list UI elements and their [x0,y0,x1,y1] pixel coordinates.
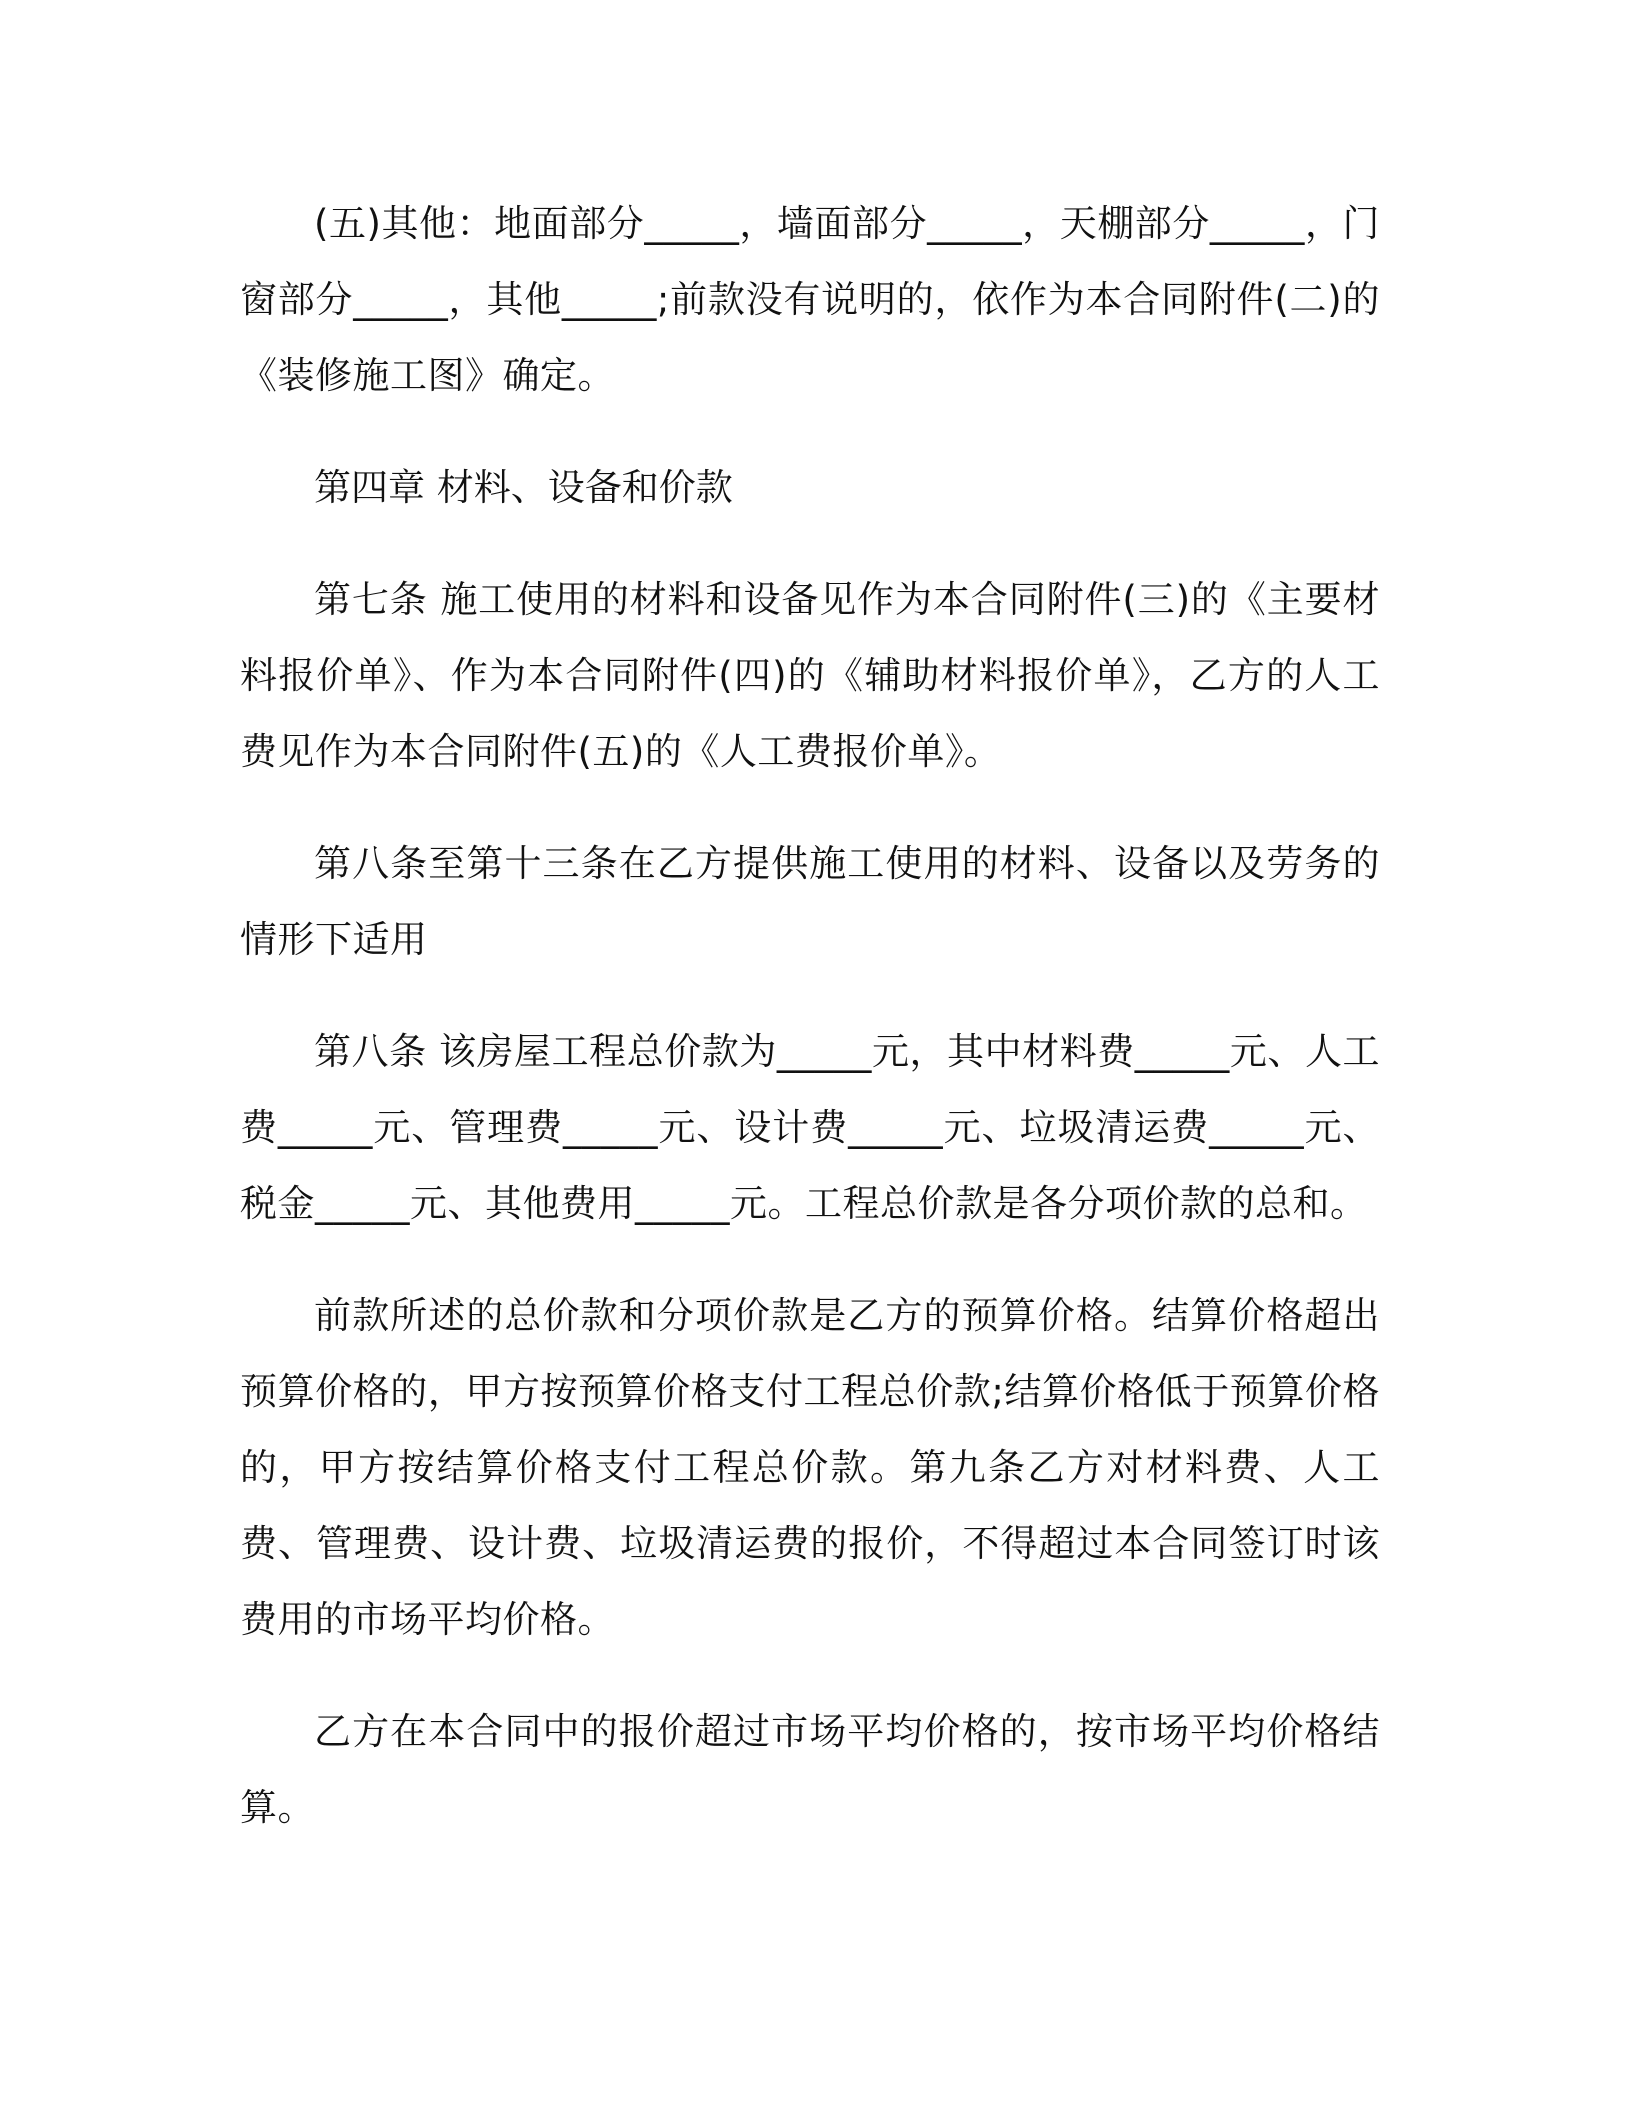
document-page [240,186,1380,1846]
paragraph-gap [240,414,1380,450]
paragraph-gap [240,790,1380,826]
paragraph-article-8: 第八条 该房屋工程总价款为_____元，其中材料费_____元、人工费_____元、管理费_____元、设计费_____元、垃圾清运费_____元、税金_____元、其他费用_____元。工程总价款是各分项价款的总和。 [240,1030,1380,1225]
paragraph-gap [240,1242,1380,1278]
chapter-heading: 第四章 材料、设备和价款 [314,466,733,509]
paragraph-budget-price: 前款所述的总价款和分项价款是乙方的预算价格。结算价格超出预算价格的，甲方按预算价格支付工程总价款;结算价格低于预算价格的，甲方按结算价格支付工程总价款。第九条乙方对材料费、人工费、管理费、设计费、垃圾清运费的报价，不得超过本合同签订时该费用的市场平均价格。 [240,1294,1380,1641]
paragraph-article-7: 第七条 施工使用的材料和设备见作为本合同附件(三)的《主要材料报价单》、作为本合同附件(四)的《辅助材料报价单》，乙方的人工费见作为本合同附件(五)的《人工费报价单》。 [240,578,1380,773]
paragraph-gap [240,526,1380,562]
paragraph-other-parts: (五)其他：地面部分_____，墙面部分_____，天棚部分_____，门窗部分_____，其他_____;前款没有说明的，依作为本合同附件(二)的《装修施工图》确定。 [240,202,1380,397]
paragraph-market-price: 乙方在本合同中的报价超过市场平均价格的，按市场平均价格结算。 [240,1710,1380,1829]
paragraph-gap [240,1658,1380,1694]
paragraph-articles-8-13-scope: 第八条至第十三条在乙方提供施工使用的材料、设备以及劳务的情形下适用 [240,842,1380,961]
paragraph-gap [240,978,1380,1014]
